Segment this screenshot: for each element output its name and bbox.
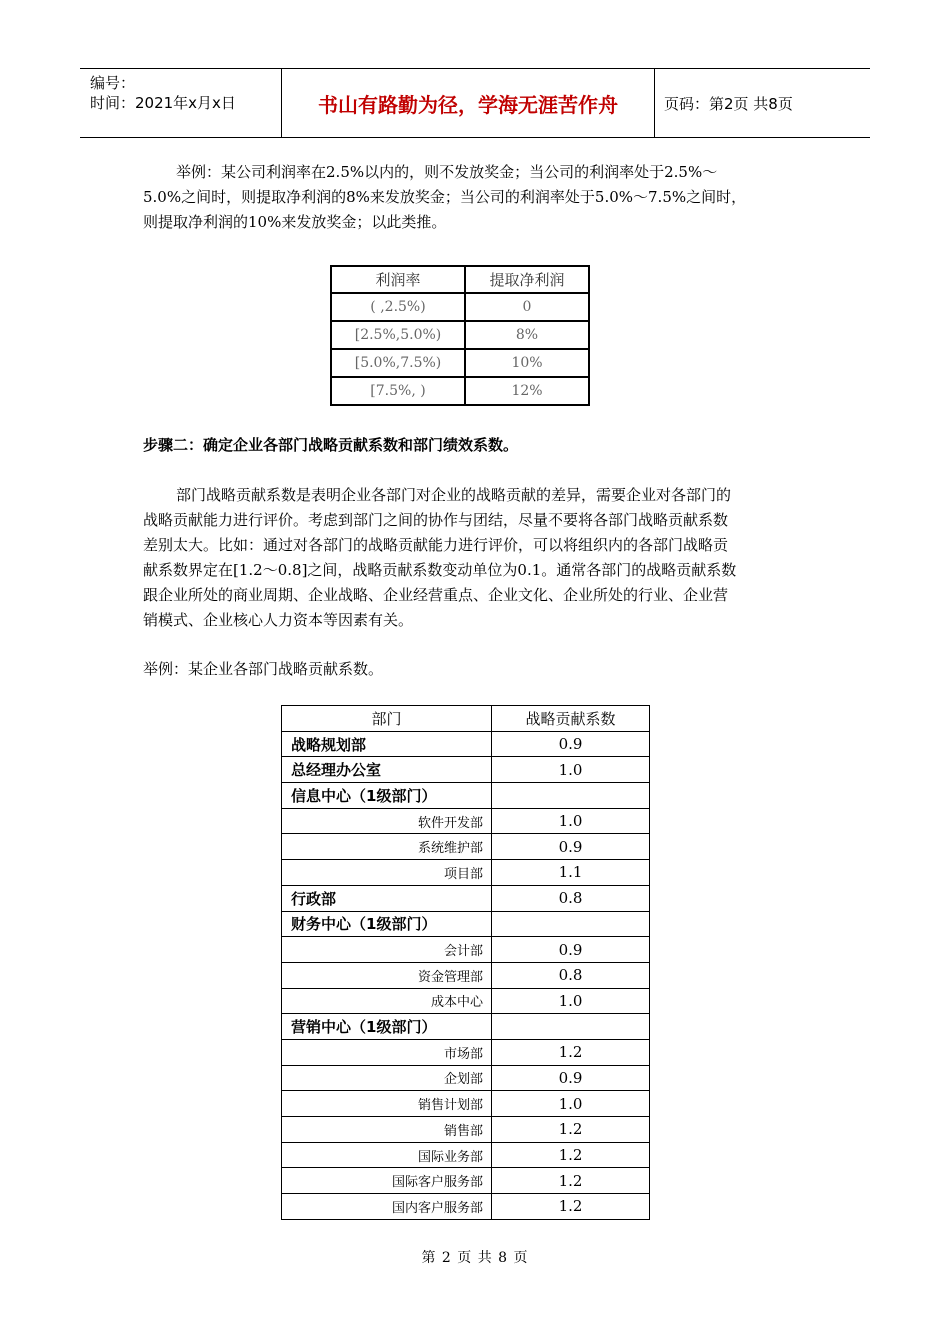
department-name-cell: 总经理办公室 — [282, 757, 492, 783]
coefficient-cell: 1.2 — [492, 1194, 650, 1220]
paragraph-line: 举例：某公司利润率在2.5%以内的，则不发放奖金；当公司的利润率处于2.5%～ — [176, 163, 718, 181]
coefficient-cell — [492, 911, 650, 937]
coefficient-cell: 1.2 — [492, 1142, 650, 1168]
table-row — [282, 1091, 650, 1117]
department-name-cell: 信息中心（1级部门） — [282, 783, 492, 809]
paragraph-line: 则提取净利润的10%来发放奖金；以此类推。 — [143, 213, 447, 231]
paragraph-line: 5.0%之间时，则提取净利润的8%来发放奖金；当公司的利润率处于5.0%～7.5%之间时， — [143, 188, 747, 206]
coefficient-cell: 1.0 — [492, 808, 650, 834]
coefficient-cell: 0.9 — [492, 834, 650, 860]
table-row — [282, 1014, 650, 1040]
header-divider — [654, 69, 655, 137]
table-row — [282, 783, 650, 809]
step2-paragraph — [143, 483, 808, 633]
value-cell: 8% — [465, 321, 589, 349]
header-date: 时间：2021年x月x日 — [90, 94, 236, 112]
table-row — [282, 911, 650, 937]
department-name-cell: 资金管理部 — [282, 962, 492, 988]
value-cell: 12% — [465, 377, 589, 405]
header-motto: 书山有路勤为径，学海无涯苦作舟 — [318, 93, 618, 117]
coefficient-cell: 1.0 — [492, 757, 650, 783]
department-name-cell: 会计部 — [282, 937, 492, 963]
table-row — [331, 349, 589, 377]
paragraph-line: 献系数界定在[1.2～0.8]之间，战略贡献系数变动单位为0.1。通常各部门的战略贡献系数 — [143, 561, 737, 579]
header-cell: 部门 — [282, 706, 492, 732]
coefficient-cell: 1.0 — [492, 1091, 650, 1117]
table-row — [331, 293, 589, 321]
table-row — [282, 1039, 650, 1065]
coefficient-cell: 1.2 — [492, 1117, 650, 1143]
rate-cell: [7.5%, ) — [331, 377, 465, 405]
department-name-cell: 国际客户服务部 — [282, 1168, 492, 1194]
table-header-row — [331, 266, 589, 293]
table-row — [282, 937, 650, 963]
department-name-cell: 财务中心（1级部门） — [282, 911, 492, 937]
department-name-cell: 国际业务部 — [282, 1142, 492, 1168]
table-row — [331, 377, 589, 405]
rate-cell: ( ,2.5%) — [331, 293, 465, 321]
coefficient-cell: 0.9 — [492, 937, 650, 963]
department-name-cell: 销售部 — [282, 1117, 492, 1143]
coefficient-cell: 1.2 — [492, 1039, 650, 1065]
table-row — [282, 988, 650, 1014]
coefficient-cell: 0.9 — [492, 731, 650, 757]
header-cell: 提取净利润 — [465, 266, 589, 293]
header-cell: 战略贡献系数 — [492, 706, 650, 732]
department-name-cell: 软件开发部 — [282, 808, 492, 834]
department-name-cell: 成本中心 — [282, 988, 492, 1014]
table-row — [282, 834, 650, 860]
department-name-cell: 系统维护部 — [282, 834, 492, 860]
department-name-cell: 企划部 — [282, 1065, 492, 1091]
page-footer: 第 2 页 共 8 页 — [421, 1250, 529, 1266]
header-number: 编号： — [90, 74, 136, 92]
coefficient-cell — [492, 1014, 650, 1040]
table-row — [282, 962, 650, 988]
value-cell: 0 — [465, 293, 589, 321]
department-name-cell: 营销中心（1级部门） — [282, 1014, 492, 1040]
profit-rate-table — [330, 265, 590, 406]
department-name-cell: 销售计划部 — [282, 1091, 492, 1117]
rate-cell: [5.0%,7.5%) — [331, 349, 465, 377]
table-header-row — [282, 706, 650, 732]
table-row — [282, 808, 650, 834]
table-row — [282, 731, 650, 757]
table-row — [282, 1194, 650, 1220]
table-row — [282, 860, 650, 886]
table-row — [282, 757, 650, 783]
header-page-info: 页码：第2页 共8页 — [664, 95, 793, 113]
department-name-cell: 国内客户服务部 — [282, 1194, 492, 1220]
table-row — [282, 885, 650, 911]
example1-paragraph — [143, 160, 808, 235]
header-cell: 利润率 — [331, 266, 465, 293]
department-name-cell: 行政部 — [282, 885, 492, 911]
coefficient-cell: 0.9 — [492, 1065, 650, 1091]
paragraph-line: 战略贡献能力进行评价。考虑到部门之间的协作与团结，尽量不要将各部门战略贡献系数 — [143, 511, 729, 529]
table-row — [282, 1168, 650, 1194]
paragraph-line: 部门战略贡献系数是表明企业各部门对企业的战略贡献的差异，需要企业对各部门的 — [176, 486, 732, 504]
table-row — [331, 321, 589, 349]
department-name-cell: 项目部 — [282, 860, 492, 886]
department-name-cell: 市场部 — [282, 1039, 492, 1065]
department-name-cell: 战略规划部 — [282, 731, 492, 757]
coefficient-cell: 0.8 — [492, 885, 650, 911]
page-header — [80, 68, 870, 138]
example2-label: 举例：某企业各部门战略贡献系数。 — [143, 660, 384, 678]
rate-cell: [2.5%,5.0%) — [331, 321, 465, 349]
table-row — [282, 1117, 650, 1143]
coefficient-cell: 1.2 — [492, 1168, 650, 1194]
step2-heading: 步骤二：确定企业各部门战略贡献系数和部门绩效系数。 — [143, 436, 519, 454]
table-row — [282, 1065, 650, 1091]
paragraph-line: 差别太大。比如：通过对各部门的战略贡献能力进行评价，可以将组织内的各部门战略贡 — [143, 536, 729, 554]
coefficient-cell: 1.0 — [492, 988, 650, 1014]
paragraph-line: 销模式、企业核心人力资本等因素有关。 — [143, 611, 414, 629]
header-meta — [90, 73, 236, 113]
table-row — [282, 1142, 650, 1168]
value-cell: 10% — [465, 349, 589, 377]
coefficient-cell — [492, 783, 650, 809]
coefficient-cell: 0.8 — [492, 962, 650, 988]
paragraph-line: 跟企业所处的商业周期、企业战略、企业经营重点、企业文化、企业所处的行业、企业营 — [143, 586, 729, 604]
coefficient-cell: 1.1 — [492, 860, 650, 886]
department-coefficient-table — [281, 705, 650, 1220]
